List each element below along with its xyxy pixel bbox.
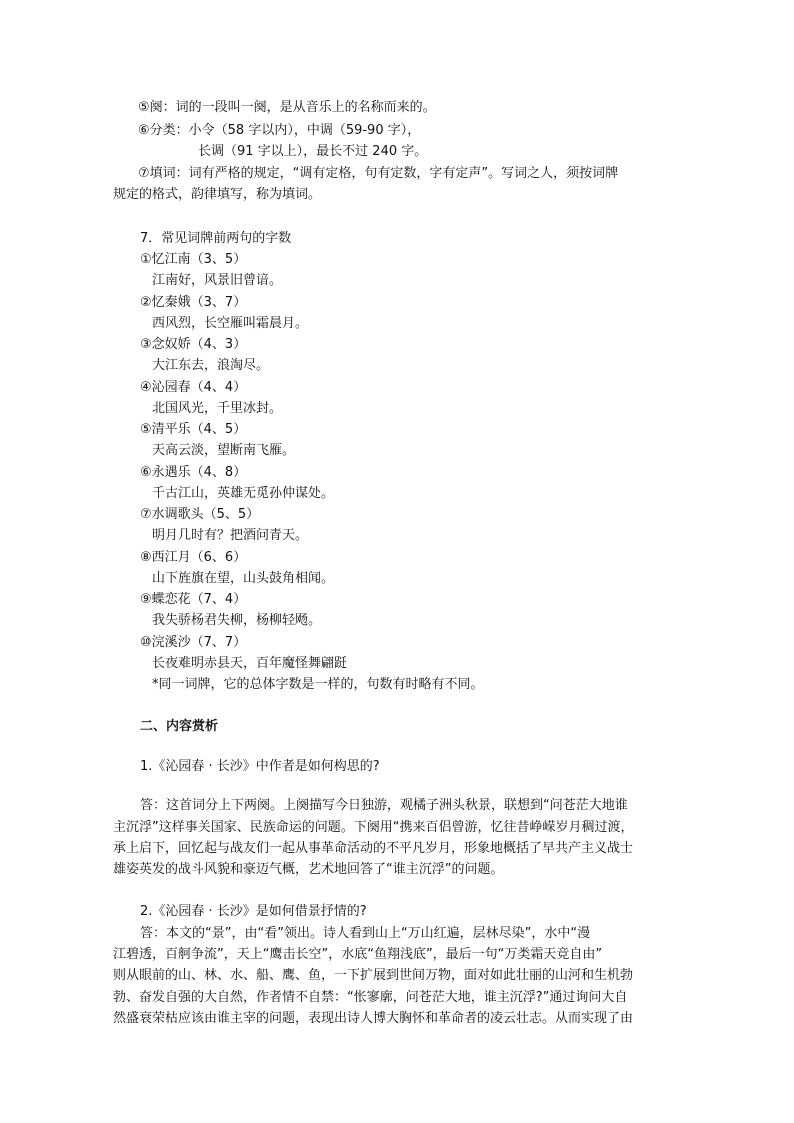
section-heading: 二、内容赏析 — [140, 719, 219, 734]
answer-2-line: 江碧透，百舸争流”，天上“鹰击长空”，水底“鱼翔浅底”，最后一句“万类霜天竞自由” — [113, 947, 603, 962]
cipai-example: 千古江山，英雄无觅孙仲谋处。 — [152, 486, 335, 501]
cipai-name: ②忆秦娥（3、7） — [140, 295, 247, 310]
cipai-note: *同一词牌，它的总体字数是一样的，句数有时略有不同。 — [152, 677, 484, 692]
answer-2-line: 答：本文的“景”，由“看”领出。诗人看到山上“万山红遍，层林尽染”，水中“漫 — [140, 926, 591, 941]
question-2: 2.《沁园春 · 长沙》是如何借景抒情的? — [140, 904, 367, 919]
que-definition: ⑤阕：词的一段叫一阕，是从音乐上的名称而来的。 — [138, 100, 436, 115]
cipai-example: 山下旌旗在望，山头鼓角相闻。 — [152, 571, 335, 586]
cipai-name: ⑦水调歌头（5、5） — [140, 507, 260, 522]
cipai-name: ⑩浣溪沙（7、7） — [140, 635, 247, 650]
fenlei-line-2: 长调（91 字以上），最长不过 240 字。 — [198, 144, 428, 159]
answer-2-line: 则从眼前的山、林、水、船、鹰、鱼，一下扩展到世间万物，面对如此壮丽的山河和生机勃 — [113, 968, 634, 983]
cipai-heading: 7．常见词牌前两句的字数 — [140, 231, 292, 246]
answer-2-line: 然盛衰荣枯应该由谁主宰的问题，表现出诗人博大胸怀和革命者的凌云壮志。从而实现了由 — [113, 1011, 634, 1026]
cipai-name: ④沁园春（4、4） — [140, 380, 247, 395]
cipai-example: 北国风光，千里冰封。 — [152, 401, 283, 416]
cipai-name: ③念奴娇（4、3） — [140, 337, 247, 352]
answer-1-line: 承上启下，回忆起与战友们一起从事革命活动的不平凡岁月，形象地概括了早共产主义战士 — [113, 841, 634, 856]
answer-1-line: 答：这首词分上下两阕。上阕描写今日独游，观橘子洲头秋景，联想到“问苍茫大地谁 — [140, 798, 628, 813]
cipai-example: 天高云淡，望断南飞雁。 — [152, 443, 296, 458]
cipai-example: 西风烈，长空雁叫霜晨月。 — [152, 316, 309, 331]
cipai-name: ⑧西江月（6、6） — [140, 550, 247, 565]
answer-1-line: 主沉浮”这样事关国家、民族命运的问题。下阕用“携来百侣曾游，忆往昔峥嵘岁月稠过渡， — [113, 820, 634, 835]
cipai-example: 大江东去，浪淘尽。 — [152, 358, 270, 373]
question-1: 1.《沁园春 · 长沙》中作者是如何构思的? — [140, 759, 380, 774]
cipai-example: 长夜难明赤县天，百年魔怪舞翩跹 — [152, 656, 348, 671]
answer-2-line: 勃、奋发自强的大自然，作者情不自禁：“怅寥廓，问苍茫大地，谁主沉浮?”通过询问大自 — [113, 990, 628, 1005]
cipai-example: 明月几时有？把酒问青天。 — [152, 528, 309, 543]
cipai-example: 我失骄杨君失柳，杨柳轻飏。 — [152, 613, 322, 628]
tianci-line-1: ⑦填词：词有严格的规定，“调有定格，句有定数，字有定声”。写词之人，须按词牌 — [138, 166, 619, 181]
cipai-name: ⑥永遇乐（4、8） — [140, 465, 247, 480]
tianci-line-2: 规定的格式，韵律填写，称为填词。 — [113, 187, 322, 202]
cipai-name: ⑤清平乐（4、5） — [140, 422, 247, 437]
answer-1-line: 雄姿英发的战斗风貌和豪迈气概，艺术地回答了“谁主沉浮”的问题。 — [113, 862, 504, 877]
fenlei-line-1: ⑥分类：小令（58 字以内），中调（59-90 字）， — [138, 123, 421, 138]
cipai-name: ⑨蝶恋花（7、4） — [140, 592, 247, 607]
cipai-name: ①忆江南（3、5） — [140, 252, 247, 267]
cipai-example: 江南好，风景旧曾谙。 — [152, 273, 283, 288]
